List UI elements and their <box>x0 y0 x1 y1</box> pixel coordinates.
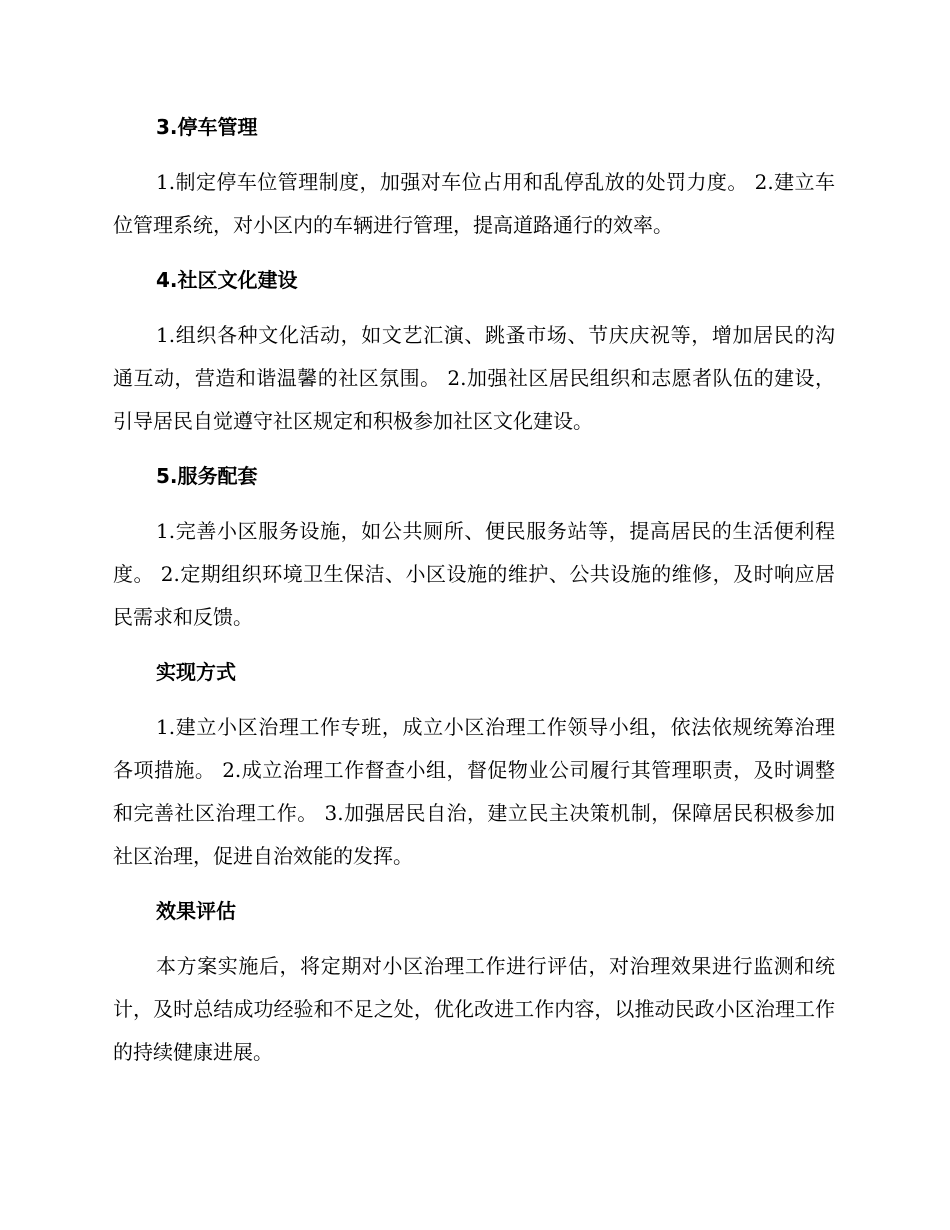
section-heading-evaluation: 效果评估 <box>156 899 236 923</box>
section-heading-community-culture: 4.社区文化建设 <box>156 268 298 292</box>
section-heading-implementation: 实现方式 <box>156 660 236 684</box>
section-body-implementation: 1.建立小区治理工作专班，成立小区治理工作领导小组，依法依规统筹治理各项措施。 2.成立治理工作督查小组，督促物业公司履行其管理职责，及时调整和完善社区治理工作。 3.加强居民自治，建立民主决策机制，保障居民积极参加社区治理，促进自治效能的发挥。 <box>113 715 835 868</box>
section-heading-parking: 3.停车管理 <box>156 115 258 139</box>
section-body-community-culture: 1.组织各种文化活动，如文艺汇演、跳蚤市场、节庆庆祝等，增加居民的沟通互动，营造和谐温馨的社区氛围。 2.加强社区居民组织和志愿者队伍的建设，引导居民自觉遵守社区规定和积极参加社区文化建设。 <box>113 323 835 433</box>
section-body-service-facilities: 1.完善小区服务设施，如公共厕所、便民服务站等，提高居民的生活便利程度。 2.定期组织环境卫生保洁、小区设施的维护、公共设施的维修，及时响应居民需求和反馈。 <box>113 519 835 629</box>
section-body-parking: 1.制定停车位管理制度，加强对车位占用和乱停乱放的处罚力度。 2.建立车位管理系统，对小区内的车辆进行管理，提高道路通行的效率。 <box>113 170 835 237</box>
section-heading-service-facilities: 5.服务配套 <box>156 464 258 488</box>
document-content <box>113 108 835 1074</box>
section-body-evaluation: 本方案实施后，将定期对小区治理工作进行评估，对治理效果进行监测和统计，及时总结成功经验和不足之处，优化改进工作内容，以推动民政小区治理工作的持续健康进展。 <box>113 954 835 1064</box>
